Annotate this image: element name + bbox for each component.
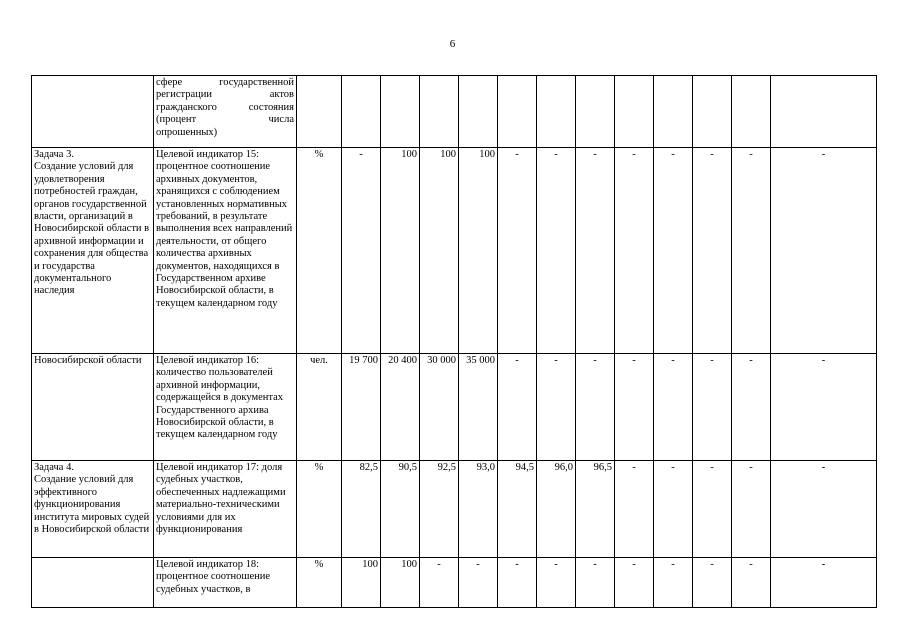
value-cell: 30 000 xyxy=(420,354,459,461)
value-cell: 100 xyxy=(342,558,381,608)
value-cell: - xyxy=(693,148,732,354)
value-cell: - xyxy=(342,148,381,354)
unit-cell: % xyxy=(297,558,342,608)
value-cell: 90,5 xyxy=(381,461,420,558)
value-cell: - xyxy=(654,558,693,608)
value-cell: 20 400 xyxy=(381,354,420,461)
value-cell xyxy=(732,76,771,148)
value-cell xyxy=(381,76,420,148)
value-cell xyxy=(420,76,459,148)
value-cell: - xyxy=(732,461,771,558)
value-cell: - xyxy=(576,354,615,461)
indicator-cell: Целевой индикатор 17: доля судебных участков, обеспеченных надлежащими материально-техническими условиями для их функционирования xyxy=(154,461,297,558)
value-cell: - xyxy=(654,354,693,461)
unit-cell: чел. xyxy=(297,354,342,461)
value-cell: 96,0 xyxy=(537,461,576,558)
indicators-table xyxy=(31,75,877,608)
value-cell: 82,5 xyxy=(342,461,381,558)
value-cell: - xyxy=(732,354,771,461)
value-cell: - xyxy=(459,558,498,608)
value-cell: - xyxy=(615,354,654,461)
indicator-cell: Целевой индикатор 16: количество пользователей архивной информации, содержащейся в документах Государственного архива Новосибирской области, в текущем календарном году xyxy=(154,354,297,461)
value-cell xyxy=(771,76,877,148)
value-cell: - xyxy=(771,558,877,608)
task-cell xyxy=(32,558,154,608)
value-cell: 92,5 xyxy=(420,461,459,558)
value-cell: - xyxy=(693,354,732,461)
value-cell: - xyxy=(771,461,877,558)
value-cell: 19 700 xyxy=(342,354,381,461)
value-cell: - xyxy=(498,354,537,461)
value-cell xyxy=(342,76,381,148)
value-cell: - xyxy=(576,148,615,354)
page-number: 6 xyxy=(449,38,456,50)
value-cell: 35 000 xyxy=(459,354,498,461)
value-cell: 100 xyxy=(381,558,420,608)
value-cell xyxy=(576,76,615,148)
value-cell: - xyxy=(615,558,654,608)
indicator-line: регистрации актов xyxy=(156,89,294,101)
unit-cell: % xyxy=(297,461,342,558)
unit-cell: % xyxy=(297,148,342,354)
task-cell: Новосибирской области xyxy=(32,354,154,461)
task-cell: Задача 4. Создание условий для эффективного функционирования института мировых судей в Новосибирской области xyxy=(32,461,154,558)
value-cell xyxy=(498,76,537,148)
table-row xyxy=(32,148,877,354)
table-body xyxy=(32,76,877,608)
value-cell xyxy=(693,76,732,148)
value-cell: - xyxy=(732,148,771,354)
value-cell: - xyxy=(615,461,654,558)
task-cell xyxy=(32,76,154,148)
table-row xyxy=(32,76,877,148)
indicator-line: сфере государственной xyxy=(156,77,294,88)
value-cell: - xyxy=(693,558,732,608)
value-cell: - xyxy=(771,354,877,461)
indicator-line: (процент числа xyxy=(156,114,294,126)
value-cell: - xyxy=(732,558,771,608)
value-cell: - xyxy=(498,148,537,354)
value-cell xyxy=(615,76,654,148)
value-cell: 93,0 xyxy=(459,461,498,558)
value-cell xyxy=(537,76,576,148)
value-cell: - xyxy=(576,558,615,608)
value-cell: - xyxy=(654,148,693,354)
value-cell: - xyxy=(693,461,732,558)
table-row xyxy=(32,461,877,558)
value-cell: - xyxy=(537,354,576,461)
indicator-line: опрошенных) xyxy=(156,126,218,138)
value-cell xyxy=(459,76,498,148)
value-cell: 100 xyxy=(381,148,420,354)
indicator-cell: Целевой индикатор 18: процентное соотношение судебных участков, в xyxy=(154,558,297,608)
task-cell: Задача 3. Создание условий для удовлетворения потребностей граждан, органов государственной власти, организаций в Новосибирской области в архивной информации и сохранения для общества и государства документального наследия xyxy=(32,148,154,354)
indicator-line: гражданского состояния xyxy=(156,101,294,113)
value-cell: 94,5 xyxy=(498,461,537,558)
value-cell: - xyxy=(420,558,459,608)
value-cell: - xyxy=(615,148,654,354)
value-cell: - xyxy=(654,461,693,558)
table-row xyxy=(32,354,877,461)
value-cell xyxy=(654,76,693,148)
indicator-cell: Целевой индикатор 15: процентное соотношение архивных документов, хранящихся с соблюдением установленных нормативных требований, в результате выполнения всех направлений деятельности, от общего количества архивных документов, находящихся в Государственном архиве Новосибирской области, в текущем календарном году xyxy=(154,148,297,354)
value-cell: 100 xyxy=(420,148,459,354)
value-cell: - xyxy=(771,148,877,354)
value-cell: - xyxy=(498,558,537,608)
value-cell: - xyxy=(537,148,576,354)
table-row xyxy=(32,558,877,608)
unit-cell xyxy=(297,76,342,148)
value-cell: 96,5 xyxy=(576,461,615,558)
indicator-cell xyxy=(154,76,297,148)
value-cell: - xyxy=(537,558,576,608)
value-cell: 100 xyxy=(459,148,498,354)
